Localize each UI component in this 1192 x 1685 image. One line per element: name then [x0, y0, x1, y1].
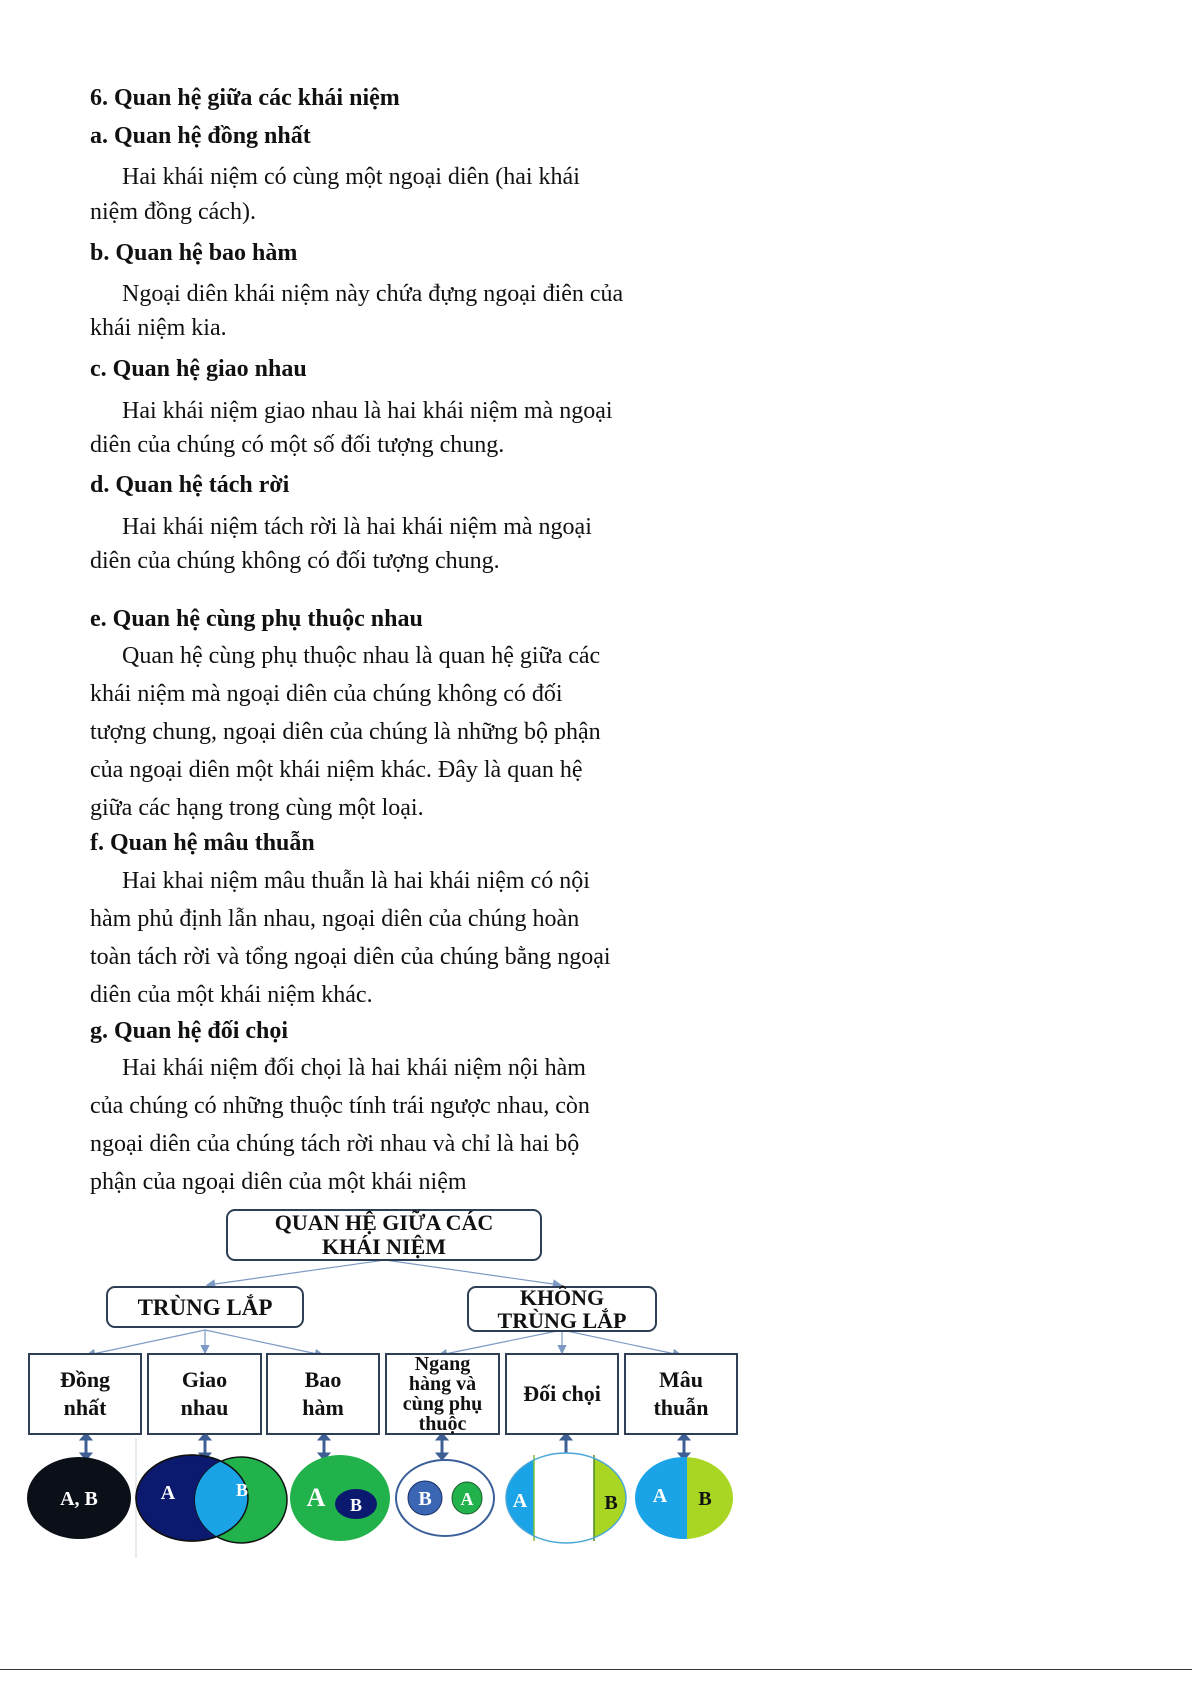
cell-doi-choi-label: Đối chọi: [523, 1381, 601, 1406]
section-e-title: e. Quan hệ cùng phụ thuộc nhau: [90, 606, 423, 632]
cell-dong-nhat-line-1: Đồng: [59, 1367, 111, 1392]
section-f-text: diên của một khái niệm khác.: [90, 982, 373, 1008]
section-g-title: g. Quan hệ đối chọi: [90, 1018, 289, 1044]
cell-dong-nhat-line-2: nhất: [63, 1395, 107, 1420]
venn-containment-label-b: B: [349, 1495, 363, 1515]
section-b-title: b. Quan hệ bao hàm: [90, 240, 298, 266]
cell-ngang-hang-line-4: thuộc: [418, 1413, 467, 1435]
venn-contradiction-label-b: B: [698, 1488, 712, 1510]
section-c-text: Hai khái niệm giao nhau là hai khái niệm mà ngoại: [122, 398, 613, 424]
section-a-text: niệm đồng cách).: [90, 199, 256, 225]
section-f-title: f. Quan hệ mâu thuẫn: [90, 830, 315, 856]
section-d-text: diên của chúng không có đối tượng chung.: [90, 548, 500, 574]
section-c-title: c. Quan hệ giao nhau: [90, 356, 307, 382]
section-f-text: toàn tách rời và tổng ngoại diên của chúng bằng ngoại: [90, 944, 611, 970]
section-f-text: hàm phủ định lẫn nhau, ngoại diên của chúng hoàn: [90, 906, 580, 932]
venn-coordinate-label-a: A: [460, 1489, 474, 1509]
root-line-1: QUAN HỆ GIỮA CÁC: [274, 1210, 494, 1235]
root-line-2: KHÁI NIỆM: [321, 1234, 447, 1259]
cell-giao-nhau-line-2: nhau: [180, 1395, 229, 1420]
venn-contradiction-b: [687, 1455, 737, 1545]
cell-ngang-hang-line-3: cùng phụ: [402, 1393, 483, 1415]
venn-identity: [27, 1457, 131, 1539]
venn-contradiction-label-a: A: [652, 1485, 668, 1507]
venn-contrary: [506, 1450, 628, 1546]
venn-contrary-label-b: B: [604, 1492, 618, 1514]
category-trung-lap-label: TRÙNG LẮP: [137, 1294, 273, 1320]
section-g-text: của chúng có những thuộc tính trái ngược nhau, còn: [90, 1093, 590, 1119]
venn-intersection: [136, 1455, 287, 1543]
section-e-text: Quan hệ cùng phụ thuộc nhau là quan hệ giữa các: [122, 643, 601, 669]
category-khong-line-1: KHÔNG: [519, 1285, 605, 1310]
section-e-text: tượng chung, ngoại diên của chúng là những bộ phận: [90, 719, 601, 745]
cell-ngang-hang-line-2: hàng và: [408, 1373, 477, 1395]
page-bottom-rule: [0, 1669, 1192, 1670]
section-b-text: Ngoại diên khái niệm này chứa đựng ngoại điên của: [122, 281, 624, 307]
venn-contrary-label-a: A: [512, 1490, 528, 1512]
section-b-text: khái niệm kia.: [90, 315, 227, 341]
cell-bao-ham-line-2: hàm: [302, 1395, 344, 1420]
section-e-text: của ngoại diên một khái niệm khác. Đây là quan hệ: [90, 757, 583, 783]
section-g-text: ngoại diên của chúng tách rời nhau và chỉ là hai bộ: [90, 1131, 580, 1157]
venn-containment: [290, 1455, 390, 1541]
venn-identity-label: A, B: [60, 1488, 98, 1510]
cell-bao-ham-line-1: Bao: [304, 1367, 342, 1392]
section-e-text: khái niệm mà ngoại diên của chúng không có đối: [90, 681, 563, 707]
venn-intersection-label-a: A: [160, 1482, 176, 1504]
section-g-text: Hai khái niệm đối chọi là hai khái niệm nội hàm: [122, 1055, 586, 1081]
section-a-text: Hai khái niệm có cùng một ngoại diên (hai khái: [122, 164, 580, 190]
section-d-text: Hai khái niệm tách rời là hai khái niệm mà ngoại: [122, 514, 592, 540]
section-d-title: d. Quan hệ tách rời: [90, 472, 290, 498]
section-a-title: a. Quan hệ đồng nhất: [90, 123, 311, 149]
cell-mau-thuan-line-1: Mâu: [659, 1367, 703, 1392]
page-heading: 6. Quan hệ giữa các khái niệm: [90, 85, 400, 111]
venn-coordinate: [396, 1460, 494, 1536]
cell-giao-nhau-line-1: Giao: [181, 1367, 228, 1392]
venn-intersection-label-b: B: [235, 1480, 249, 1500]
section-f-text: Hai khai niệm mâu thuẫn là hai khái niệm có nội: [122, 868, 590, 894]
section-c-text: diên của chúng có một số đối tượng chung.: [90, 432, 505, 458]
venn-coordinate-label-b: B: [418, 1488, 432, 1510]
cell-ngang-hang-line-1: Ngang: [414, 1353, 471, 1375]
venn-contradiction: [635, 1455, 737, 1545]
cell-mau-thuan-line-2: thuẫn: [653, 1395, 709, 1420]
category-khong-line-2: TRÙNG LẮP: [497, 1308, 627, 1333]
venn-containment-label-a: A: [306, 1483, 326, 1512]
section-g-text: phận của ngoại diên của một khái niệm: [90, 1169, 467, 1195]
section-e-text: giữa các hạng trong cùng một loại.: [90, 795, 424, 821]
